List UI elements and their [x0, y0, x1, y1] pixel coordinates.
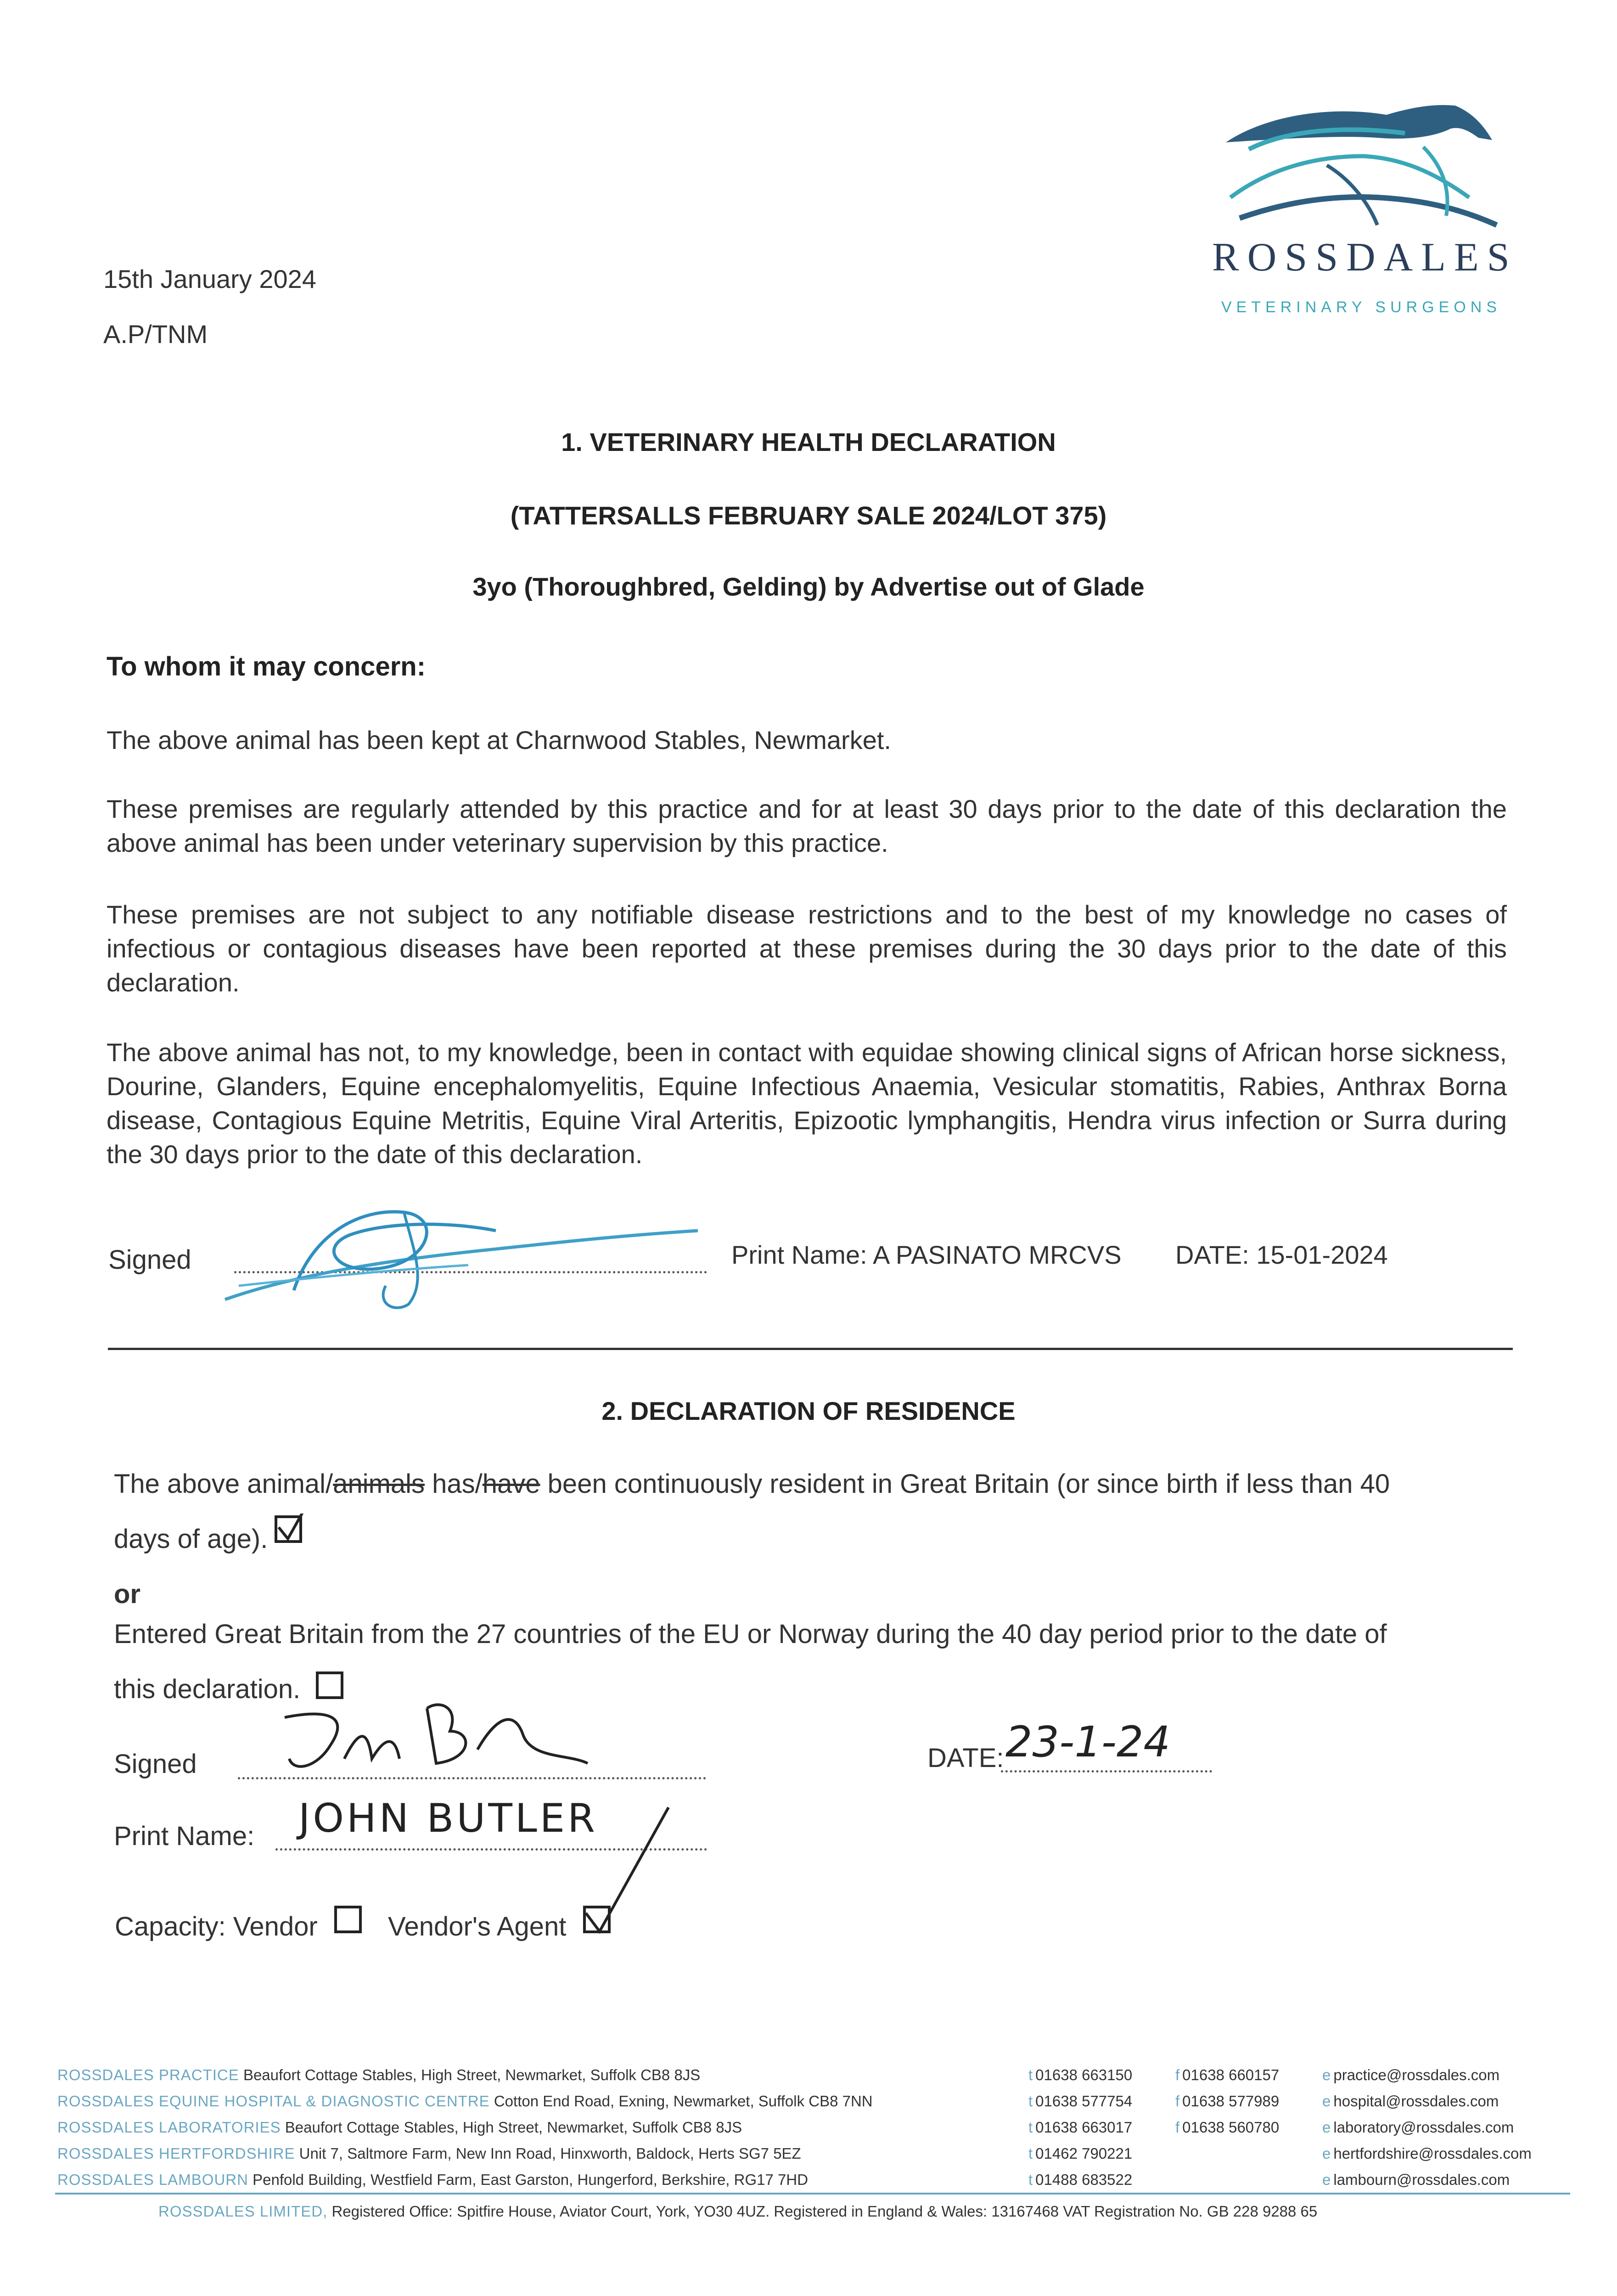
residence-option1-start: The above animal/: [114, 1469, 333, 1499]
footer-email-practice[interactable]: e practice@rossdales.com: [1322, 2066, 1500, 2083]
footer-unit: ROSSDALES PRACTICE: [57, 2066, 239, 2083]
footer-tel: 01488 683522: [1035, 2171, 1133, 2188]
salutation: To whom it may concern:: [107, 652, 426, 681]
vendor-date-value: 23-1-24: [1005, 1717, 1171, 1767]
strikethrough-animals: animals: [333, 1469, 425, 1499]
footer-email[interactable]: hertfordshire@rossdales.com: [1333, 2145, 1532, 2162]
residence-option1-text: [114, 1469, 1390, 1499]
section1-title: 1. VETERINARY HEALTH DECLARATION: [561, 428, 1056, 456]
residence-option2-line2: this declaration.: [114, 1674, 301, 1704]
section2-title: 2. DECLARATION OF RESIDENCE: [601, 1396, 1016, 1425]
footer-row-laboratories: [57, 2119, 742, 2136]
horse-description: 3yo (Thoroughbred, Gelding) by Advertise out of Glade: [472, 572, 1145, 601]
capacity-vendor-label: Capacity: Vendor: [115, 1912, 318, 1941]
footer-tel: 01462 790221: [1035, 2145, 1133, 2162]
footer-email[interactable]: laboratory@rossdales.com: [1333, 2119, 1514, 2136]
section-divider: [108, 1348, 1513, 1350]
check-mark-icon: [275, 1514, 307, 1546]
footer-address: Penfold Building, Westfield Farm, East Garston, Hungerford, Berkshire, RG17 7HD: [253, 2171, 808, 2188]
vendor-signed-label: Signed: [114, 1749, 197, 1779]
footer-email-lambourn[interactable]: e lambourn@rossdales.com: [1322, 2171, 1510, 2188]
residence-option1-end: been continuously resident in Great Britain (or since birth if less than 40: [540, 1469, 1390, 1499]
footer-address: Beaufort Cottage Stables, High Street, Newmarket, Suffolk CB8 8JS: [243, 2066, 701, 2083]
option1-checkbox[interactable]: [275, 1515, 302, 1543]
footer-email-hertfordshire[interactable]: e hertfordshire@rossdales.com: [1322, 2145, 1532, 2162]
residence-option1-line2: days of age).: [114, 1524, 268, 1554]
footer-row-practice: [57, 2066, 700, 2084]
paragraph-restrictions: These premises are not subject to any notifiable disease restrictions and to the best of my knowledge no cases of infectious or contagious diseases have been reported at these premises during the 30 days prior to the date of this declaration.: [107, 900, 1507, 997]
footer-row-hospital: [57, 2093, 873, 2110]
logo-subtitle: VETERINARY SURGEONS: [1221, 298, 1502, 316]
footer-email[interactable]: hospital@rossdales.com: [1333, 2093, 1499, 2110]
footer-fax: 01638 660157: [1182, 2066, 1280, 2083]
footer-fax: 01638 577989: [1182, 2093, 1280, 2110]
footer-tel: 01638 663150: [1035, 2066, 1133, 2083]
paragraph-diseases: The above animal has not, to my knowledge, been in contact with equidae showing clinical signs of African horse sickness, Dourine, Glanders, Equine encephalomyelitis, Equine Infectious Anaemia, Vesicular stomatitis, Rabies, Anthrax Borna disease, Contagious Equine Metritis, Equine Viral Arteritis, Epizootic lymphangitis, Hendra virus infection or Surra during the 30 days prior to the date of this declaration.: [107, 1038, 1507, 1169]
vendor-date-label: DATE:: [927, 1743, 1004, 1773]
footer-unit: ROSSDALES HERTFORDSHIRE: [57, 2145, 295, 2162]
vet-signature: [211, 1180, 707, 1318]
footer-registered-text: Registered Office: Spitfire House, Aviator Court, York, YO30 4UZ. Registered in England & Wales: 13167468 VAT Registration No. GB 228 9288 65: [331, 2203, 1318, 2220]
vet-signed-label: Signed: [108, 1245, 191, 1275]
footer-address: Unit 7, Saltmore Farm, New Inn Road, Hinxworth, Baldock, Herts SG7 5EZ: [299, 2145, 801, 2162]
footer-fax-laboratories: f 01638 560780: [1175, 2119, 1280, 2136]
horse-logo-icon: [1212, 87, 1510, 234]
footer-address: Cotton End Road, Exning, Newmarket, Suffolk CB8 7NN: [494, 2093, 873, 2110]
section1-subtitle: (TATTERSALLS FEBRUARY SALE 2024/LOT 375): [510, 501, 1107, 530]
paragraph-supervision: These premises are regularly attended by this practice and for at least 30 days prior to the date of this declaration the above animal has been under veterinary supervision by this practice.: [107, 794, 1507, 857]
footer-tel-lambourn: t 01488 683522: [1028, 2171, 1133, 2188]
footer-fax-hospital: f 01638 577989: [1175, 2093, 1280, 2110]
footer-tel-hertfordshire: t 01462 790221: [1028, 2145, 1133, 2162]
residence-option2-line1: Entered Great Britain from the 27 countries of the EU or Norway during the 40 day period prior to the date of: [114, 1619, 1387, 1649]
residence-option1-mid: has/: [425, 1469, 483, 1499]
vendor-print-name-label: Print Name:: [114, 1821, 255, 1851]
letter-reference: A.P/TNM: [103, 320, 208, 349]
vendor-signature: [275, 1690, 597, 1782]
vendor-checkbox[interactable]: [334, 1906, 362, 1933]
footer-row-lambourn: [57, 2171, 808, 2189]
footer-unit: ROSSDALES LAMBOURN: [57, 2171, 248, 2188]
footer-unit: ROSSDALES EQUINE HOSPITAL & DIAGNOSTIC CENTRE: [57, 2093, 490, 2110]
footer-email-hospital[interactable]: e hospital@rossdales.com: [1322, 2093, 1499, 2110]
or-separator: or: [114, 1579, 140, 1609]
footer-tel: 01638 577754: [1035, 2093, 1133, 2110]
footer-row-hertfordshire: [57, 2145, 801, 2162]
strikethrough-have: have: [482, 1469, 540, 1499]
footer-registered-unit: ROSSDALES LIMITED,: [158, 2203, 328, 2220]
letter-date: 15th January 2024: [103, 264, 316, 293]
footer-unit: ROSSDALES LABORATORIES: [57, 2119, 281, 2136]
footer-email[interactable]: practice@rossdales.com: [1333, 2066, 1500, 2083]
footer-email[interactable]: lambourn@rossdales.com: [1333, 2171, 1510, 2188]
footer-email-laboratories[interactable]: e laboratory@rossdales.com: [1322, 2119, 1514, 2136]
vet-date: DATE: 15-01-2024: [1175, 1240, 1388, 1269]
vendor-date-line: [1001, 1770, 1212, 1773]
footer-fax-practice: f 01638 660157: [1175, 2066, 1280, 2083]
footer-registered: [158, 2203, 1317, 2220]
agent-check-mark-icon: [581, 1798, 673, 1936]
footer-tel: 01638 663017: [1035, 2119, 1133, 2136]
footer-tel-hospital: t 01638 577754: [1028, 2093, 1133, 2110]
footer-tel-practice: t 01638 663150: [1028, 2066, 1133, 2083]
footer-fax: 01638 560780: [1182, 2119, 1280, 2136]
vet-print-name: Print Name: A PASINATO MRCVS: [731, 1240, 1122, 1269]
footer-address: Beaufort Cottage Stables, High Street, Newmarket, Suffolk CB8 8JS: [285, 2119, 742, 2136]
vendor-print-name-value: JOHN BUTLER: [298, 1795, 598, 1841]
footer-divider: [55, 2193, 1570, 2195]
agent-checkbox[interactable]: [583, 1906, 611, 1933]
rossdales-logo: [1212, 87, 1518, 326]
logo-wordmark: ROSSDALES: [1212, 235, 1518, 280]
paragraph-stables: The above animal has been kept at Charnwood Stables, Newmarket.: [107, 726, 891, 754]
footer-tel-laboratories: t 01638 663017: [1028, 2119, 1133, 2136]
capacity-agent-label: Vendor's Agent: [388, 1912, 567, 1941]
